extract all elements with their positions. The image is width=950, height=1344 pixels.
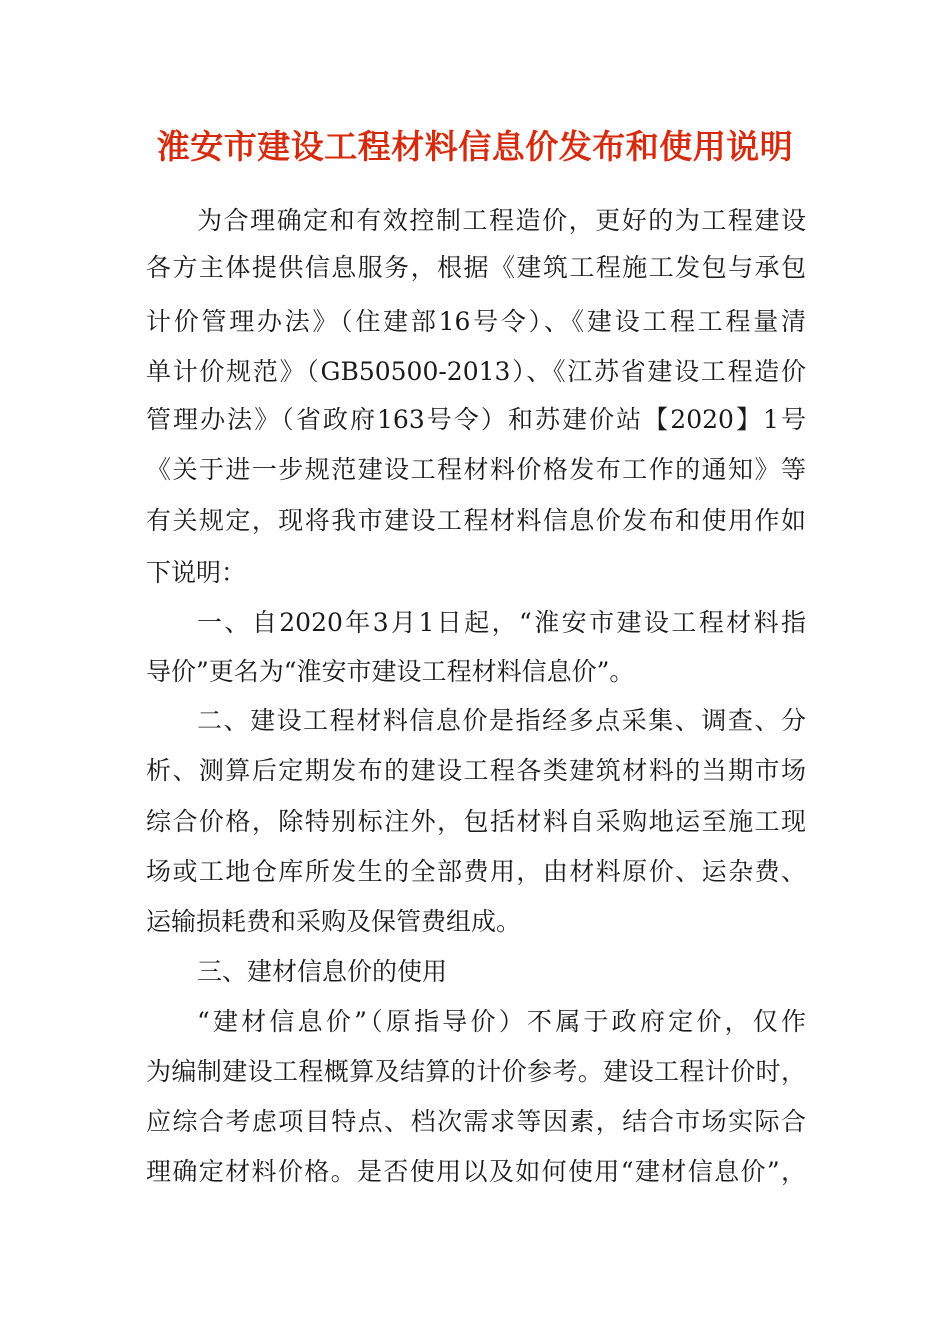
document-title: 淮安市建设工程材料信息价发布和使用说明 <box>156 127 794 166</box>
section-3-heading: 三、建材信息价的使用 <box>197 957 448 986</box>
paragraph-1-line-6: 《关于进一步规范建设工程材料价格发布工作的通知》等 <box>146 455 806 484</box>
section-3-line-4: 理确定材料价格。是否使用以及如何使用“建材信息价”， <box>146 1157 806 1186</box>
section-2-line-1: 二、建设工程材料信息价是指经多点采集、调查、分 <box>197 706 806 735</box>
section-2-line-2: 析、测算后定期发布的建设工程各类建筑材料的当期市场 <box>146 756 806 785</box>
section-3-line-1: “建材信息价”（原指导价）不属于政府定价，仅作 <box>197 1007 806 1036</box>
paragraph-1-line-2: 各方主体提供信息服务，根据《建筑工程施工发包与承包 <box>146 253 806 282</box>
section-3-line-3: 应综合考虑项目特点、档次需求等因素，结合市场实际合 <box>146 1107 806 1136</box>
paragraph-1-line-3: 计价管理办法》（住建部16号令）、《建设工程工程量清 <box>146 307 806 336</box>
section-1-line-2: 导价”更名为“淮安市建设工程材料信息价”。 <box>146 657 635 686</box>
section-3-line-2: 为编制建设工程概算及结算的计价参考。建设工程计价时， <box>146 1057 806 1086</box>
paragraph-1-line-8: 下说明： <box>146 558 247 587</box>
paragraph-1-line-7: 有关规定，现将我市建设工程材料信息价发布和使用作如 <box>146 506 806 535</box>
paragraph-1-line-4: 单计价规范》（GB50500-2013）、《江苏省建设工程造价 <box>146 357 806 386</box>
section-1-line-1: 一、自2020年3月1日起，“淮安市建设工程材料指 <box>197 608 806 637</box>
section-2-line-4: 场或工地仓库所发生的全部费用，由材料原价、运杂费、 <box>146 857 806 886</box>
paragraph-1-line-5: 管理办法》（省政府163号令）和苏建价站【2020】1号 <box>146 405 806 434</box>
paragraph-1-line-1: 为合理确定和有效控制工程造价，更好的为工程建设 <box>197 206 806 235</box>
section-2-line-3: 综合价格，除特别标注外，包括材料自采购地运至施工现 <box>146 807 806 836</box>
section-2-line-5: 运输损耗费和采购及保管费组成。 <box>146 907 522 936</box>
